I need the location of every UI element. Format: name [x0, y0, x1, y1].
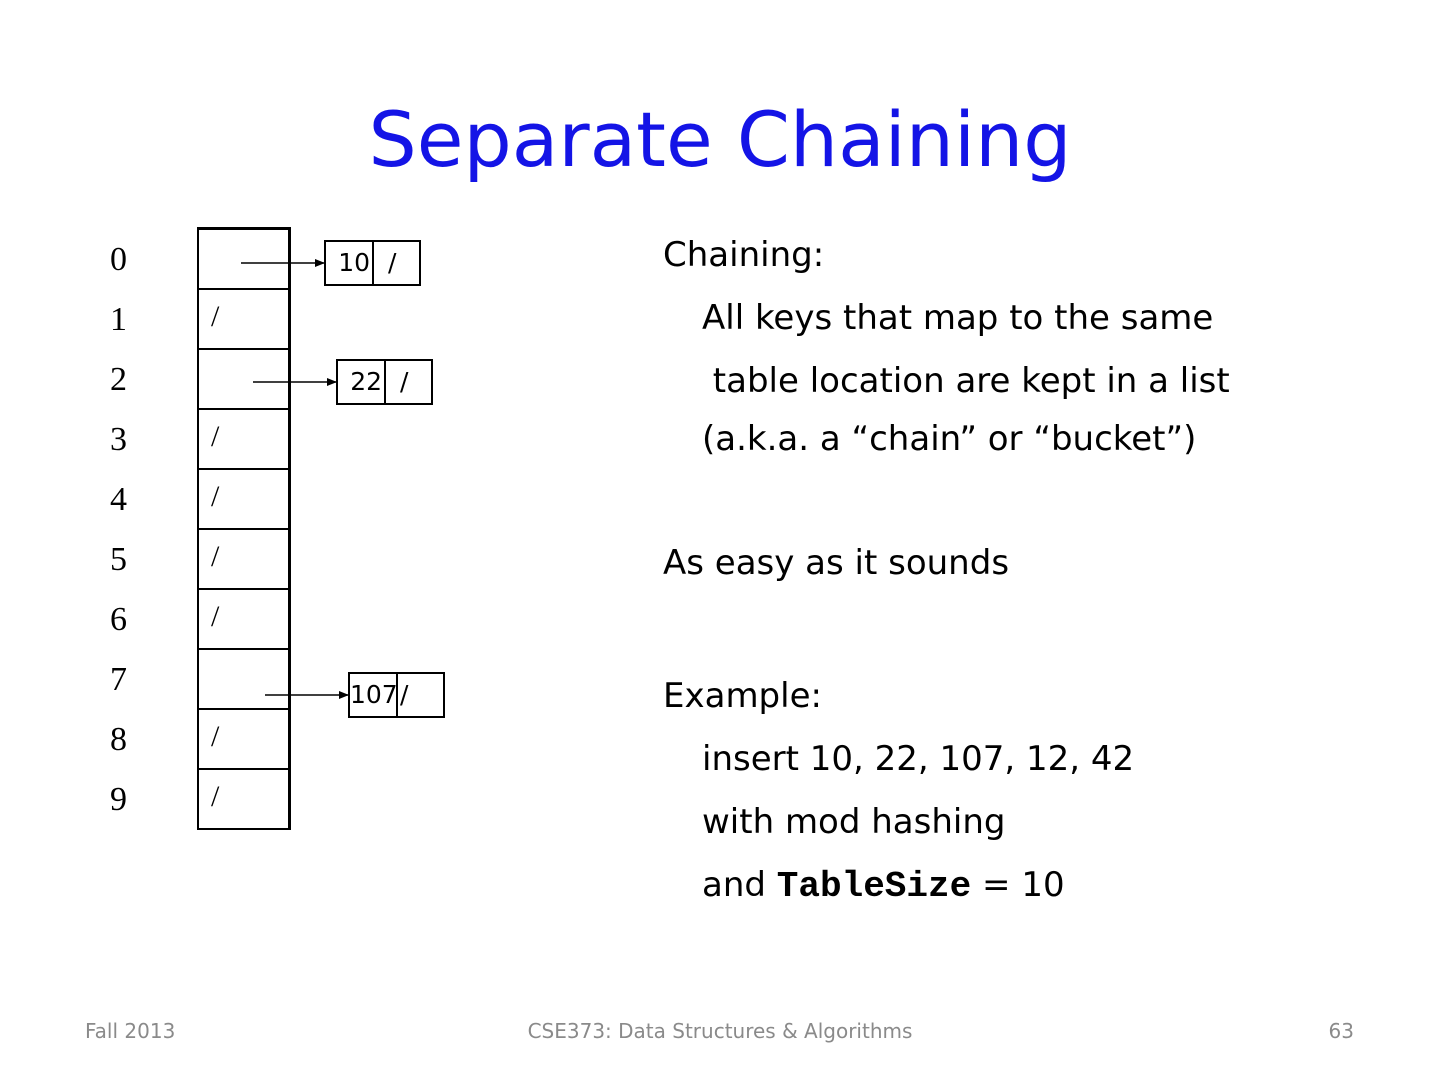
example-line-3-prefix: and — [702, 865, 777, 905]
node-key: 10 — [326, 242, 374, 284]
row-index-9: 9 — [110, 781, 127, 818]
hash-table-diagram — [0, 0, 640, 900]
row-index-5: 5 — [110, 541, 127, 578]
row-index-7: 7 — [110, 661, 127, 698]
example-line-2: with mod hashing — [702, 802, 1006, 842]
slot-content: / — [211, 480, 220, 513]
chaining-line-1: All keys that map to the same — [702, 298, 1214, 338]
node-key: 22 — [338, 361, 386, 403]
node-next-pointer: / — [400, 680, 409, 709]
slide-title: Separate Chaining — [368, 95, 1072, 184]
slot-content: / — [211, 720, 220, 753]
slot-content: / — [211, 600, 220, 633]
node-next-pointer: / — [388, 248, 397, 277]
list-node-107 — [348, 672, 445, 718]
node-key: 107 — [350, 674, 398, 716]
footer-page-number: 63 — [1328, 1019, 1354, 1043]
list-node-10 — [324, 240, 421, 286]
example-line-3-suffix: = 10 — [971, 865, 1065, 905]
easy-line: As easy as it sounds — [663, 543, 1010, 583]
example-line-3 — [702, 865, 1065, 907]
chaining-heading: Chaining: — [663, 235, 825, 275]
example-heading: Example: — [663, 676, 822, 716]
slot-content: / — [211, 420, 220, 453]
table-size-code: TableSize — [776, 866, 972, 907]
node-next-pointer: / — [400, 367, 409, 396]
row-index-6: 6 — [110, 601, 127, 638]
chaining-line-2: table location are kept in a list — [702, 361, 1230, 401]
list-node-22 — [336, 359, 433, 405]
row-index-3: 3 — [110, 421, 127, 458]
slot-content: / — [211, 540, 220, 573]
chaining-line-3: (a.k.a. a “chain” or “bucket”) — [702, 419, 1197, 459]
row-index-1: 1 — [110, 301, 127, 338]
row-index-4: 4 — [110, 481, 127, 518]
slot-content: / — [211, 780, 220, 813]
row-index-2: 2 — [110, 361, 127, 398]
slot-content: / — [211, 300, 220, 333]
row-index-0: 0 — [110, 241, 127, 278]
footer-date: Fall 2013 — [85, 1019, 176, 1043]
chain-arrows — [0, 0, 640, 900]
example-line-1: insert 10, 22, 107, 12, 42 — [702, 739, 1135, 779]
row-index-8: 8 — [110, 721, 127, 758]
footer-course: CSE373: Data Structures & Algorithms — [527, 1019, 913, 1043]
